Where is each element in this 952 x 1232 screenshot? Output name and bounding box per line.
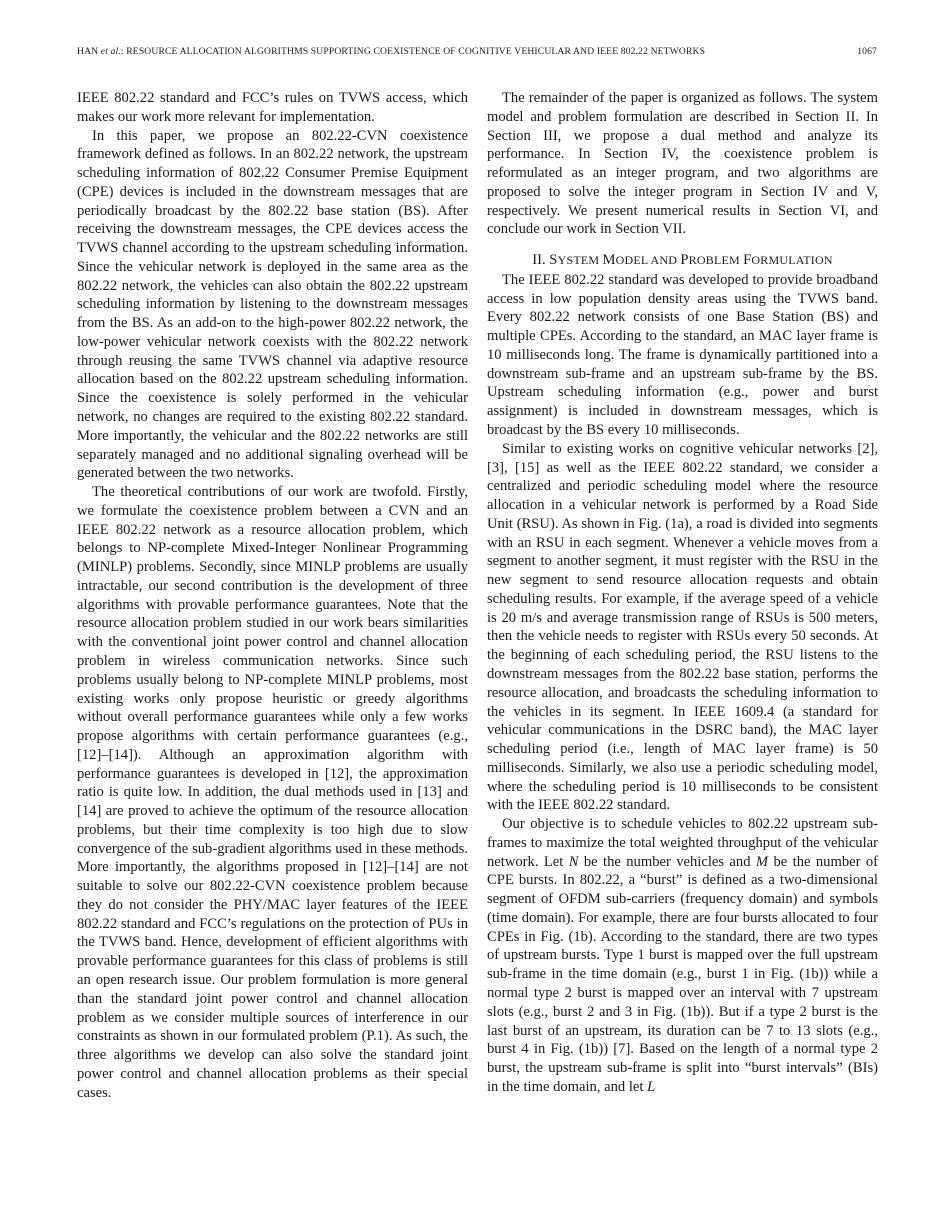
paragraph: IEEE 802.22 standard and FCC’s rules on TVWS access, which makes our work more relevant for implementation. [77, 90, 468, 125]
page-number: 1067 [857, 46, 877, 57]
section-heading: II. SYSTEM MODEL AND PROBLEM FORMULATION [532, 252, 833, 269]
paragraph: Our objective is to schedule vehicles to 802.22 upstream sub-frames to maximize the total weighted throughput of the vehicular network. Let N be the number vehicles and M be the number of CPE bursts. In 802.22, a “burst” is defined as a two-dimensional segment of OFDM sub-carriers (frequency domain) and symbols (time domain). For example, there are four bursts allocated to four CPEs in Fig. (1b). According to the standard, there are two types of upstream bursts. Type 1 burst is mapped over the full upstream sub-frame in the time domain (e.g., burst 1 in Fig. (1b)) while a normal type 2 burst is mapped over an interval with 7 upstream slots (e.g., burst 2 and 3 in Fig. (1b)). But if a type 2 burst is the last burst of an upstream, its duration can be 7 to 13 slots (e.g., burst 4 in Fig. (1b)) [7]. Based on the length of a normal type 2 burst, the upstream sub-frame is split into “burst intervals” (BIs) in the time domain, and let L [487, 816, 879, 1095]
paragraph: The remainder of the paper is organized as follows. The system model and problem formulation are described in Section II. In Section III, we propose a dual method and analyze its performance. In Section IV, the coexistence problem is reformulated as an integer program, and two algorithms are proposed to solve the integer program in Section IV and V, respectively. We present numerical results in Section VI, and conclude our work in Section VII. [487, 90, 878, 238]
paragraph: The IEEE 802.22 standard was developed to provide broadband access in low population density areas using the TVWS band. Every 802.22 network consists of one Base Station (BS) and multiple CPEs. According to the standard, an MAC layer frame is 10 milliseconds long. The frame is dynamically partitioned into a downstream sub-frame and an upstream sub-frame by the BS. Upstream scheduling information (e.g., power and burst assignment) is included in downstream messages, which is broadcast by the BS every 10 milliseconds. [487, 271, 878, 439]
paragraph: In this paper, we propose an 802.22-CVN coexistence framework defined as follows. In an 802.22 network, the upstream scheduling information of 802.22 Consumer Premise Equipment (CPE) devices is included in the downstream messages that are periodically broadcast by the 802.22 base station (BS). After receiving the downstream messages, the CPE devices access the TVWS channel according to the upstream scheduling information. Since the vehicular network is deployed in the same area as the 802.22 network, the vehicles can also obtain the 802.22 upstream scheduling information by listening to the downstream messages from the BS. As an add-on to the high-power 802.22 network, the low-power vehicular network coexists with the 802.22 network through reusing the same TVWS channel via adaptive resource allocation based on the 802.22 upstream scheduling information. Since the coexistence is solely performed in the vehicular network, no changes are required to the existing 802.22 standard. More importantly, the vehicular and the 802.22 networks are still separately managed and no additional signaling overhead will be generated between the two networks. [77, 127, 468, 482]
running-title: HAN et al.: RESOURCE ALLOCATION ALGORITHMS SUPPORTING COEXISTENCE OF COGNITIVE VEHICULAR AND IEEE 802.22 NETWORKS [77, 46, 706, 57]
right-column [487, 89, 878, 1097]
left-column [77, 89, 468, 1102]
paragraph: The theoretical contributions of our work are twofold. Firstly, we formulate the coexistence problem between a CVN and an IEEE 802.22 network as a resource allocation problem, which belongs to NP-complete Mixed-Integer Nonlinear Programming (MINLP) problems. Secondly, since MINLP problems are usually intractable, our second contribution is the development of three algorithms with provable performance guarantees. Note that the resource allocation problem studied in our work bears similarities with the conventional joint power control and channel allocation problem in wireless communication networks. Since such problems usually belong to NP-complete MINLP problems, most existing works only propose heuristic or greedy algorithms without overall performance guarantees while only a few works propose algorithms with certain performance guarantees (e.g., [12]–[14]). Although an approximation algorithm with performance guarantees is developed in [12], the approximation ratio is quite low. In addition, the dual methods used in [13] and [14] are proved to achieve the optimum of the resource allocation problems, but their time complexity is too high due to slow convergence of the sub-gradient algorithms used in these methods. More importantly, the algorithms proposed in [12]–[14] are not suitable to solve our 802.22-CVN coexistence problem because they do not consider the PHY/MAC layer features of the IEEE 802.22 standard and FCC’s regulations on the protection of PUs in the TVWS band. Hence, development of efficient algorithms with provable performance guarantees for this class of problems is still an open research issue. Our problem formulation is more general than the standard joint power control and channel allocation problem as we consider multiple sources of interference in our constraints as shown in our formulated problem (P.1). As such, the three algorithms we develop can also solve the standard joint power control and channel allocation problems as their special cases. [77, 484, 468, 1101]
et-al: et al. [100, 46, 121, 57]
running-header [77, 46, 877, 57]
paragraph: Similar to existing works on cognitive vehicular networks [2], [3], [15] as well as the IEEE 802.22 standard, we consider a centralized and periodic scheduling model where the resource allocation in a vehicular network is performed by a Road Side Unit (RSU). As shown in Fig. (1a), a road is divided into segments with an RSU in each segment. Whenever a vehicle moves from a segment to another segment, it must register with the RSU in the new segment to send resource allocation requests and obtain scheduling results. For example, if the average speed of a vehicle is 20 m/s and average transmission range of RSUs is 500 meters, then the vehicle needs to register with RSUs every 50 seconds. At the beginning of each scheduling period, the RSU listens to the downstream messages from the 802.22 base station, performs the resource allocation, and broadcasts the scheduling information to the vehicles in its segment. In IEEE 1609.4 (a standard for vehicular communications in the DSRC band), the MAC layer scheduling period (i.e., length of MAC layer frame) is 50 milliseconds. Similarly, we also use a periodic scheduling model, where the scheduling period is 10 milliseconds to be consistent with the IEEE 802.22 standard. [487, 440, 878, 814]
